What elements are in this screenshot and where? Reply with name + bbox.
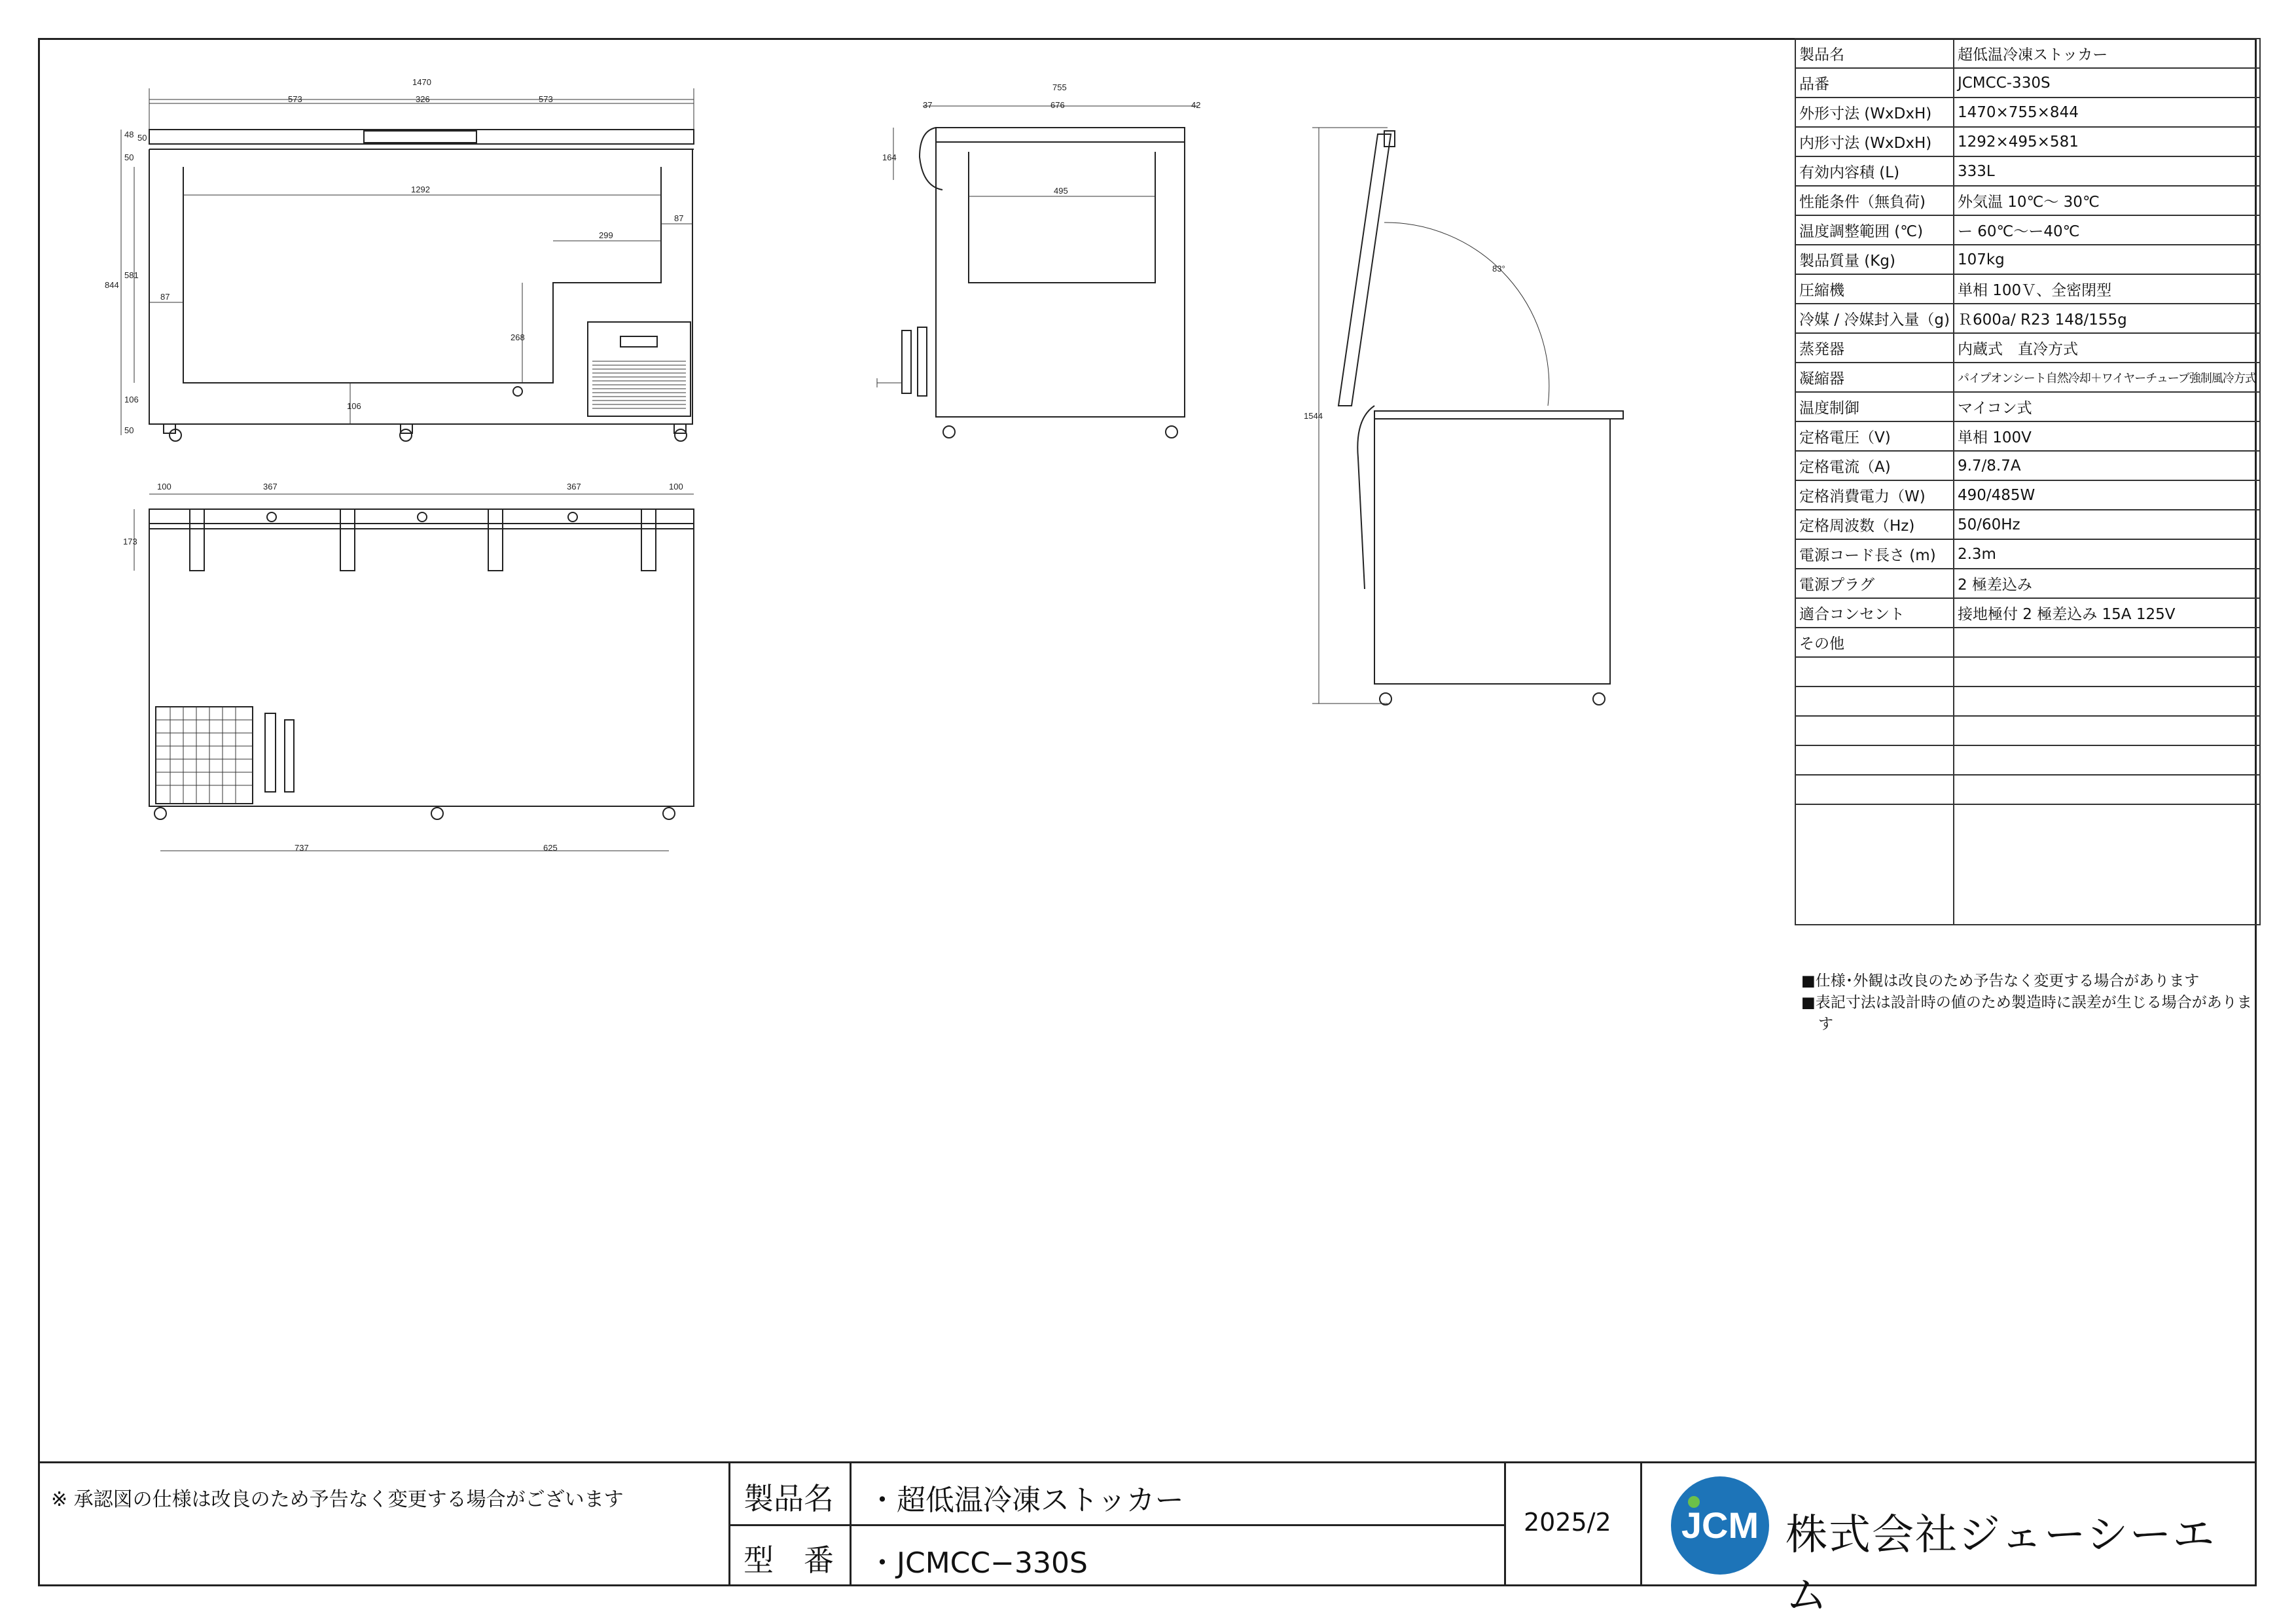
dim-overall-depth: 755 xyxy=(1052,82,1067,92)
dim-span-right: 367 xyxy=(567,482,581,491)
spec-key xyxy=(1795,657,1954,687)
spec-key: 定格周波数（Hz) xyxy=(1795,510,1954,539)
spec-key: その他 xyxy=(1795,628,1954,657)
approval-note: ※ 承認図の仕様は改良のため予告なく変更する場合がございます xyxy=(51,1488,624,1511)
spec-key: 温度制御 xyxy=(1795,392,1954,421)
dim-bottom-a: 106 xyxy=(124,395,139,404)
dim-top-b: 50 xyxy=(124,152,134,162)
spec-row xyxy=(1795,657,2260,687)
spec-row xyxy=(1795,451,2260,480)
dim-inner-bottom: 106 xyxy=(347,401,361,411)
dim-right-section: 573 xyxy=(539,94,553,104)
front-display xyxy=(620,336,657,347)
spec-value xyxy=(1954,628,2260,657)
spec-key: 適合コンセント xyxy=(1795,598,1954,628)
dim-lid-height: 164 xyxy=(882,152,897,162)
dim-top-a: 48 xyxy=(124,130,134,139)
spec-value: 1470×755×844 xyxy=(1954,98,2260,127)
note-2: ■表記寸法は設計時の値のため製造時に誤差が生じる場合があります xyxy=(1801,994,2252,1033)
spec-key xyxy=(1795,745,1954,775)
spec-key: 有効内容積 (L) xyxy=(1795,156,1954,186)
spec-row xyxy=(1795,39,2260,68)
spec-value: 9.7/8.7A xyxy=(1954,451,2260,480)
dim-height-total: 844 xyxy=(105,280,119,290)
open-casters xyxy=(1380,693,1605,705)
spec-key: 電源プラグ xyxy=(1795,569,1954,598)
spec-value: 内蔵式 直冷方式 xyxy=(1954,333,2260,363)
title-block xyxy=(38,1461,2257,1620)
spec-value: 107kg xyxy=(1954,245,2260,274)
front-lid xyxy=(149,130,694,144)
spec-value xyxy=(1954,657,2260,687)
spec-row xyxy=(1795,98,2260,127)
spec-value: 接地極付 2 極差込み 15A 125V xyxy=(1954,598,2260,628)
spec-row xyxy=(1795,569,2260,598)
spec-value: 単相 100V xyxy=(1954,421,2260,451)
spec-value xyxy=(1954,687,2260,716)
spec-value xyxy=(1954,745,2260,775)
spec-key xyxy=(1795,775,1954,804)
dim-step-depth: 268 xyxy=(511,332,525,342)
dim-edge-right: 100 xyxy=(669,482,683,491)
spec-key: 圧縮機 xyxy=(1795,274,1954,304)
spec-row xyxy=(1795,628,2260,657)
rear-casters xyxy=(154,808,675,819)
company-name: 株式会社ジェーシーエム xyxy=(1785,1511,2216,1620)
model-value: ・JCMCC−330S xyxy=(868,1546,1088,1580)
spec-key: 定格電圧（V) xyxy=(1795,421,1954,451)
model-label: 型 番 xyxy=(744,1543,834,1578)
spec-key: 定格消費電力（W) xyxy=(1795,480,1954,510)
spec-key xyxy=(1795,804,1954,925)
spec-row xyxy=(1795,333,2260,363)
spec-row xyxy=(1795,274,2260,304)
spec-key: 製品名 xyxy=(1795,39,1954,68)
spec-key: 製品質量 (Kg) xyxy=(1795,245,1954,274)
spec-value xyxy=(1954,716,2260,745)
dim-overall-width: 1470 xyxy=(412,77,431,87)
spec-row xyxy=(1795,363,2260,392)
spec-key: 品番 xyxy=(1795,68,1954,98)
spec-key: 外形寸法 (WxDxH) xyxy=(1795,98,1954,127)
spec-value: 490/485W xyxy=(1954,480,2260,510)
front-casters xyxy=(164,424,687,441)
dim-inner-span: 676 xyxy=(1050,100,1065,110)
dim-lid-depth: 173 xyxy=(123,537,137,546)
spec-row xyxy=(1795,775,2260,804)
side-casters xyxy=(943,426,1177,438)
rear-view xyxy=(123,482,694,853)
dim-open-angle: 83° xyxy=(1492,264,1505,274)
dim-edge-left: 100 xyxy=(157,482,171,491)
spec-value: 50/60Hz xyxy=(1954,510,2260,539)
dim-left-wall: 87 xyxy=(160,292,170,302)
spec-value: 外気温 10℃～ 30℃ xyxy=(1954,186,2260,215)
dim-caster-right: 625 xyxy=(543,843,558,853)
dim-caster-left: 737 xyxy=(295,843,309,853)
spec-notes xyxy=(1801,971,2253,1035)
issue-date: 2025/2 xyxy=(1524,1508,1611,1537)
product-name-value: ・超低温冷凍ストッカー xyxy=(868,1484,1184,1517)
dim-open-height: 1544 xyxy=(1304,411,1323,421)
dim-right-off: 42 xyxy=(1191,100,1201,110)
spec-value: 単相 100Ｖ、全密閉型 xyxy=(1954,274,2260,304)
side-lid xyxy=(936,128,1185,142)
dim-inner-height: 581 xyxy=(124,270,139,280)
note-1: ■仕様･外観は改良のため予告なく変更する場合があります xyxy=(1801,972,2200,990)
open-lid-view xyxy=(1304,128,1623,705)
spec-row xyxy=(1795,156,2260,186)
spec-row xyxy=(1795,745,2260,775)
spec-value: 333L xyxy=(1954,156,2260,186)
spec-value xyxy=(1954,775,2260,804)
spec-key xyxy=(1795,716,1954,745)
product-name-label: 製品名 xyxy=(744,1481,834,1516)
spec-row xyxy=(1795,304,2260,333)
spec-key: 内形寸法 (WxDxH) xyxy=(1795,127,1954,156)
spec-key: 凝縮器 xyxy=(1795,363,1954,392)
spec-value: マイコン式 xyxy=(1954,392,2260,421)
front-view xyxy=(105,77,694,441)
front-inner-liner xyxy=(183,167,661,383)
spec-key: 電源コード長さ (m) xyxy=(1795,539,1954,569)
spec-row xyxy=(1795,127,2260,156)
spec-row xyxy=(1795,687,2260,716)
dim-bottom-b: 50 xyxy=(124,425,134,435)
spec-row xyxy=(1795,716,2260,745)
jcm-logo: JCM xyxy=(1671,1476,1769,1575)
dim-inner-depth: 495 xyxy=(1054,186,1068,196)
dim-center-section: 326 xyxy=(416,94,430,104)
spec-value: 2.3m xyxy=(1954,539,2260,569)
spec-row xyxy=(1795,186,2260,215)
front-handle xyxy=(364,131,476,143)
spec-key: 定格電流（A) xyxy=(1795,451,1954,480)
rear-body xyxy=(149,529,694,806)
spec-table xyxy=(1795,38,2261,925)
spec-row xyxy=(1795,510,2260,539)
side-view xyxy=(877,82,1200,438)
dim-span-left: 367 xyxy=(263,482,278,491)
spec-value: パイプオンシート自然冷却＋ワイヤーチューブ強制風冷方式 xyxy=(1954,363,2260,392)
side-body xyxy=(936,142,1185,417)
spec-row xyxy=(1795,215,2260,245)
spec-value: 1292×495×581 xyxy=(1954,127,2260,156)
dim-top-c: 50 xyxy=(137,133,147,143)
dim-left-off: 37 xyxy=(923,100,933,110)
spec-row xyxy=(1795,421,2260,451)
rear-hinges xyxy=(190,509,656,571)
spec-key: 冷媒 / 冷媒封入量（g) xyxy=(1795,304,1954,333)
spec-row xyxy=(1795,480,2260,510)
spec-value xyxy=(1954,804,2260,925)
spec-key: 蒸発器 xyxy=(1795,333,1954,363)
spec-key xyxy=(1795,687,1954,716)
dim-left-section: 573 xyxy=(288,94,302,104)
open-body xyxy=(1374,419,1610,684)
spec-value: ー 60℃～ー40℃ xyxy=(1954,215,2260,245)
open-lid xyxy=(1338,134,1391,406)
spec-row xyxy=(1795,539,2260,569)
spec-key: 性能条件（無負荷) xyxy=(1795,186,1954,215)
spec-row xyxy=(1795,392,2260,421)
spec-row xyxy=(1795,598,2260,628)
spec-row xyxy=(1795,245,2260,274)
spec-value: 2 極差込み xyxy=(1954,569,2260,598)
dim-step-width: 299 xyxy=(599,230,613,240)
spec-value: Ｒ600a/ R23 148/155g xyxy=(1954,304,2260,333)
spec-row xyxy=(1795,804,2260,925)
spec-key: 温度調整範囲 (℃) xyxy=(1795,215,1954,245)
spec-row xyxy=(1795,68,2260,98)
dim-right-wall: 87 xyxy=(674,213,684,223)
dim-inner-width: 1292 xyxy=(411,185,430,194)
spec-value: JCMCC-330S xyxy=(1954,68,2260,98)
spec-value: 超低温冷凍ストッカー xyxy=(1954,39,2260,68)
